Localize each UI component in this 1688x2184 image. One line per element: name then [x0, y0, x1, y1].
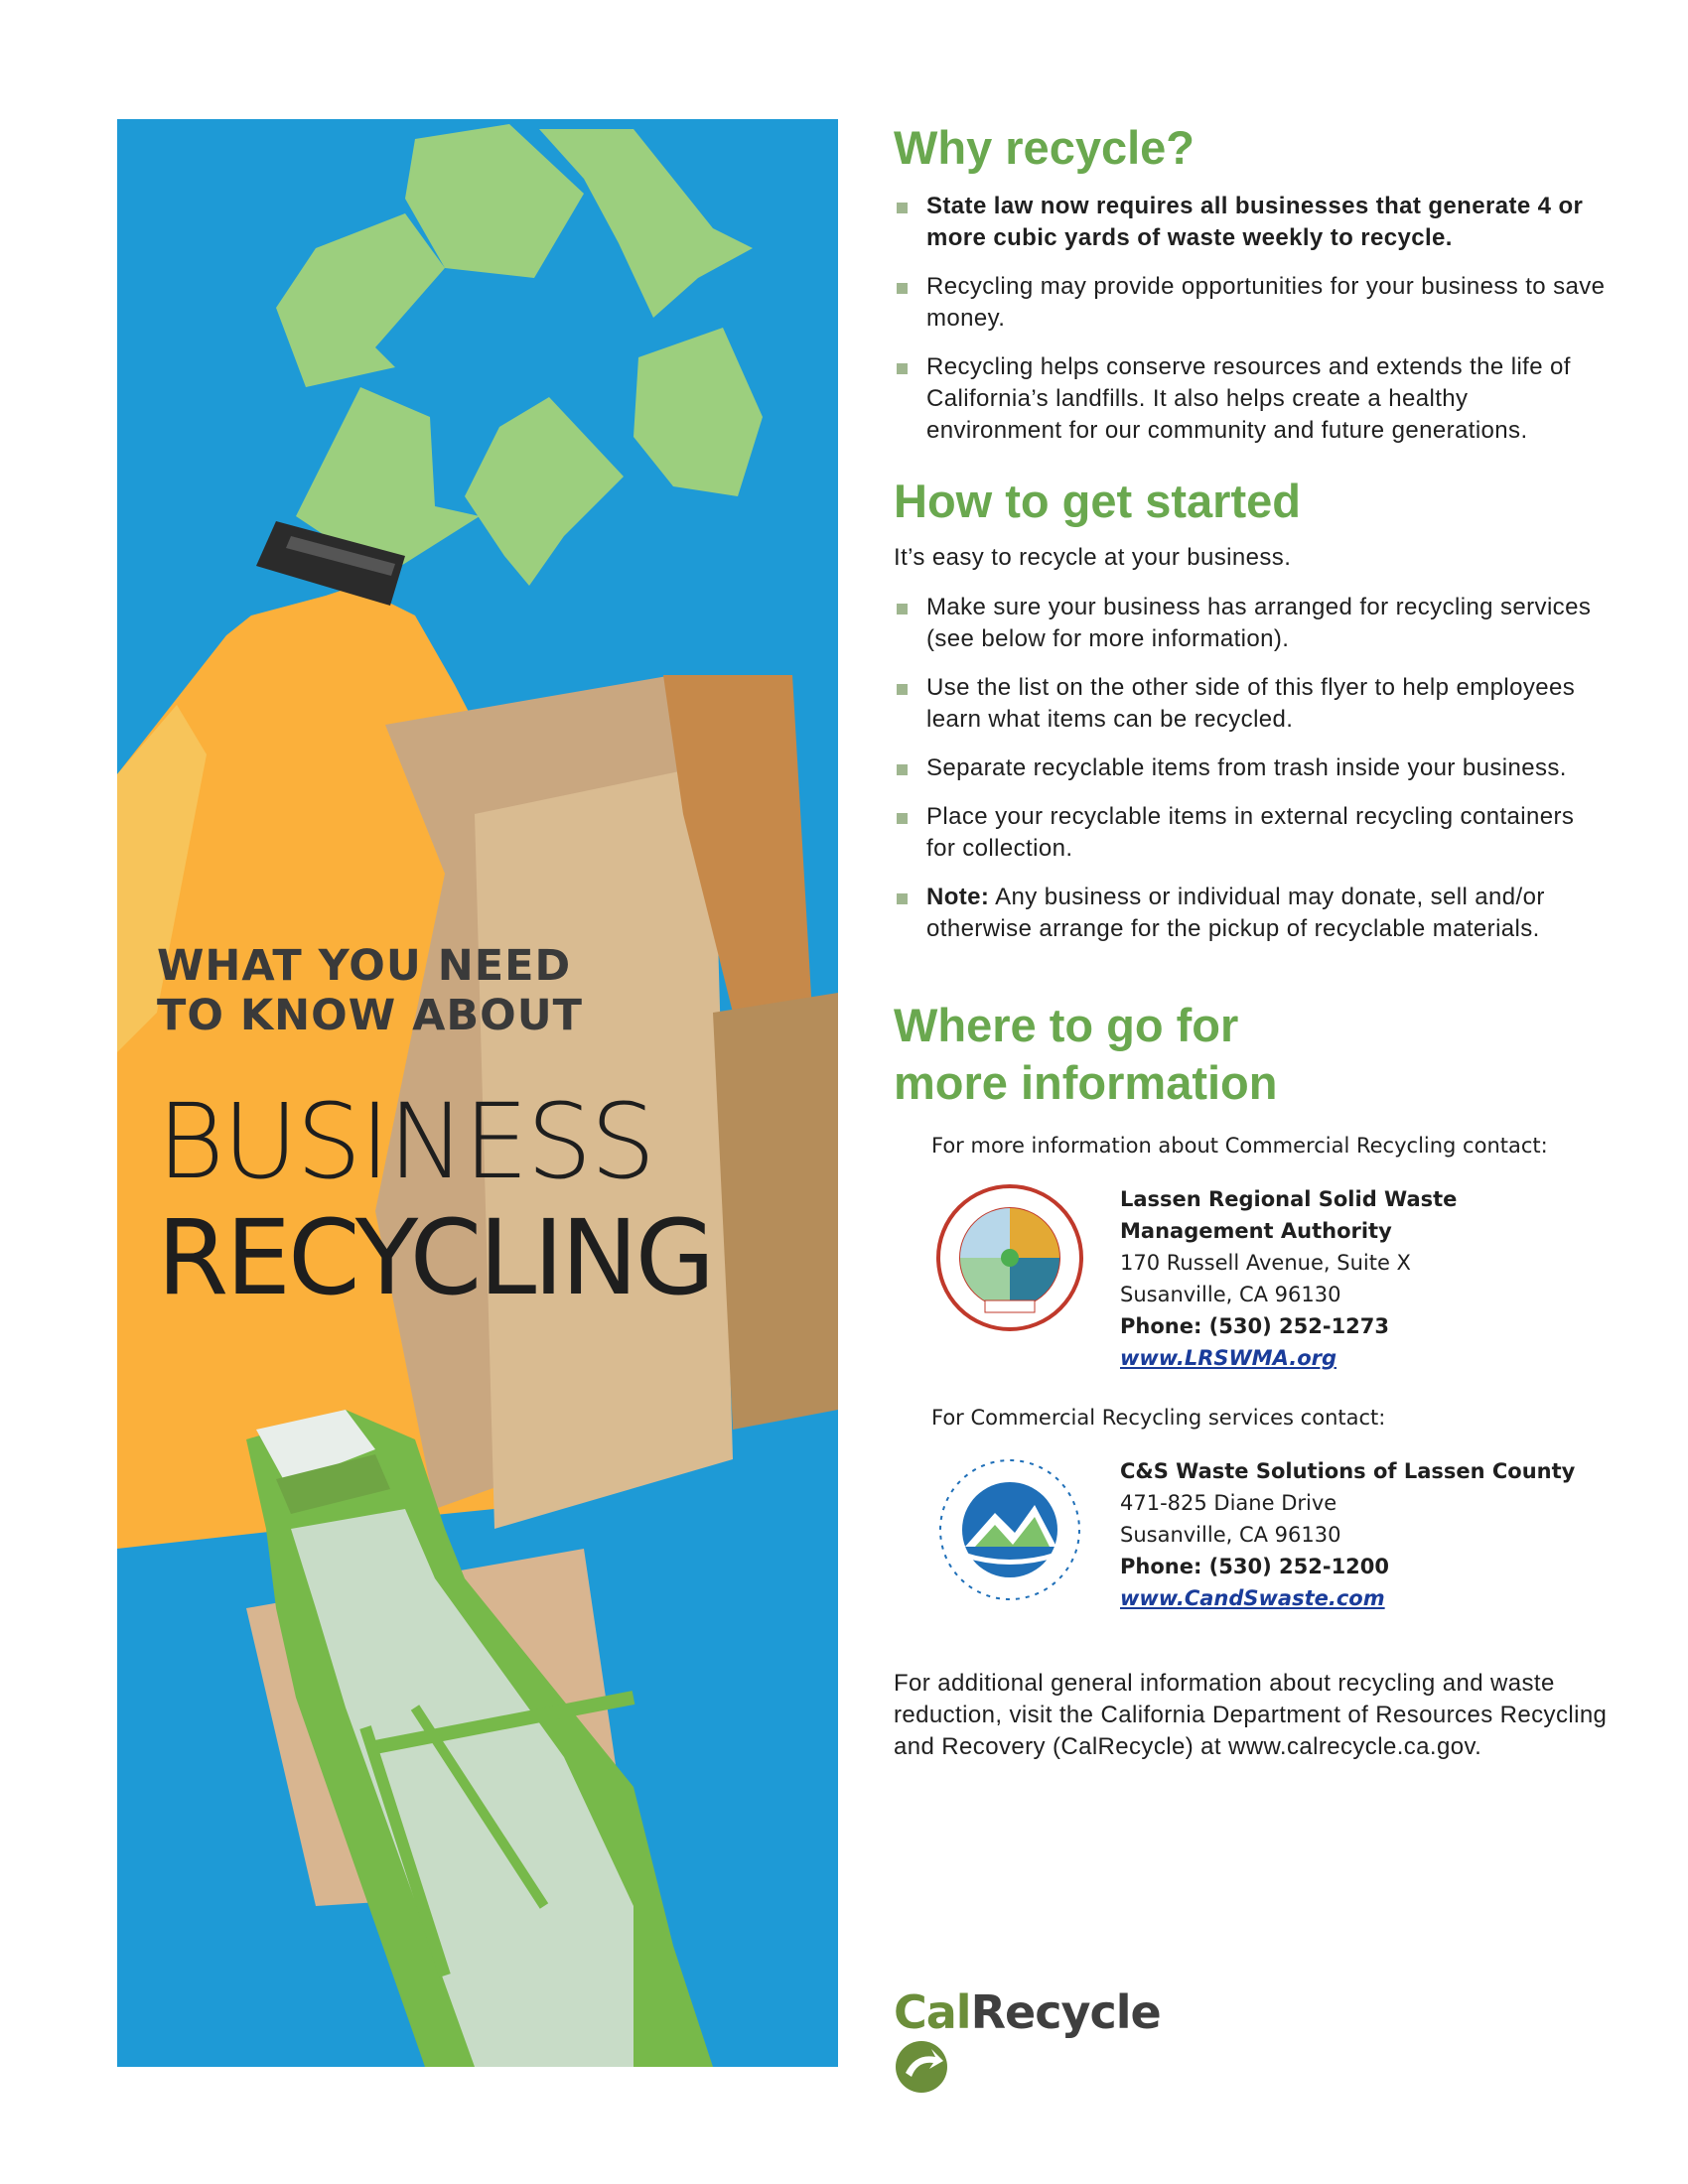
list-item: Use the list on the other side of this flyer to help employees learn what items can be recycled.: [894, 672, 1609, 736]
how-to-start-list: [894, 592, 1609, 945]
why-recycle-list: [894, 191, 1609, 447]
square-bullet-icon: [897, 203, 908, 213]
contact-lead-info: For more information about Commercial Recycling contact:: [931, 1134, 1548, 1158]
lrswma-website-link[interactable]: www.LRSWMA.org: [1120, 1346, 1337, 1370]
more-info-heading: Where to go for more information: [894, 999, 1278, 1109]
contact-lrswma: [894, 1183, 1609, 1382]
square-bullet-icon: [897, 764, 908, 775]
calrecycle-logo: [894, 1985, 1211, 2055]
lrswma-seal-icon: [935, 1183, 1084, 1332]
calrecycle-swirl-icon: [894, 2039, 949, 2095]
list-item: Recycling helps conserve resources and extends the life of California’s landfills. It also helps create a healthy environment for our community and future generations.: [894, 351, 1609, 447]
poster-illustration: [117, 119, 838, 2067]
list-item: Recycling may provide opportunities for your business to save money.: [894, 271, 1609, 335]
why-recycle-heading: Why recycle?: [894, 121, 1196, 174]
lrswma-details: Lassen Regional Solid Waste Management Authority 170 Russell Avenue, Suite X Susanville, CA 96130 Phone: (530) 252-1273 www.LRSWMA.org: [1120, 1187, 1458, 1370]
contact-cs-waste: [894, 1455, 1609, 1644]
poster-title-recycling: RECYCLING: [157, 1197, 713, 1318]
closing-paragraph: For additional general information about recycling and waste reduction, visit the California Department of Resources Recycling and Recovery (CalRecycle) at www.calrecycle.ca.gov.: [894, 1670, 1608, 1760]
cs-waste-website-link[interactable]: www.CandSwaste.com: [1120, 1586, 1385, 1610]
cs-waste-logo-icon: [935, 1455, 1084, 1604]
how-to-start-intro: It’s easy to recycle at your business.: [894, 544, 1292, 571]
cs-waste-details: C&S Waste Solutions of Lassen County 471-825 Diane Drive Susanville, CA 96130 Phone: (530) 252-1200 www.CandSwaste.com: [1120, 1459, 1576, 1610]
list-item: Make sure your business has arranged for recycling services (see below for more information).: [894, 592, 1609, 655]
list-item: Place your recyclable items in external recycling containers for collection.: [894, 801, 1609, 865]
poster-title-business: BUSINESS: [157, 1081, 654, 1202]
list-item-note: Note: Any business or individual may donate, sell and/or otherwise arrange for the pickup of recyclable materials.: [894, 882, 1609, 945]
square-bullet-icon: [897, 363, 908, 374]
calrecycle-wordmark: CalRecycle: [894, 1985, 1161, 2039]
list-item: Separate recyclable items from trash inside your business.: [894, 752, 1609, 784]
poster-headline-line1: WHAT YOU NEED: [157, 941, 572, 991]
square-bullet-icon: [897, 283, 908, 294]
square-bullet-icon: [897, 684, 908, 695]
poster-headline-line2: TO KNOW ABOUT: [157, 991, 583, 1040]
content-column: [894, 119, 1609, 2039]
how-to-start-heading: How to get started: [894, 475, 1301, 527]
contact-lead-services: For Commercial Recycling services contact:: [931, 1406, 1386, 1430]
square-bullet-icon: [897, 893, 908, 904]
list-item: State law now requires all businesses that generate 4 or more cubic yards of waste weekly to recycle.: [894, 191, 1609, 254]
square-bullet-icon: [897, 813, 908, 824]
square-bullet-icon: [897, 604, 908, 614]
